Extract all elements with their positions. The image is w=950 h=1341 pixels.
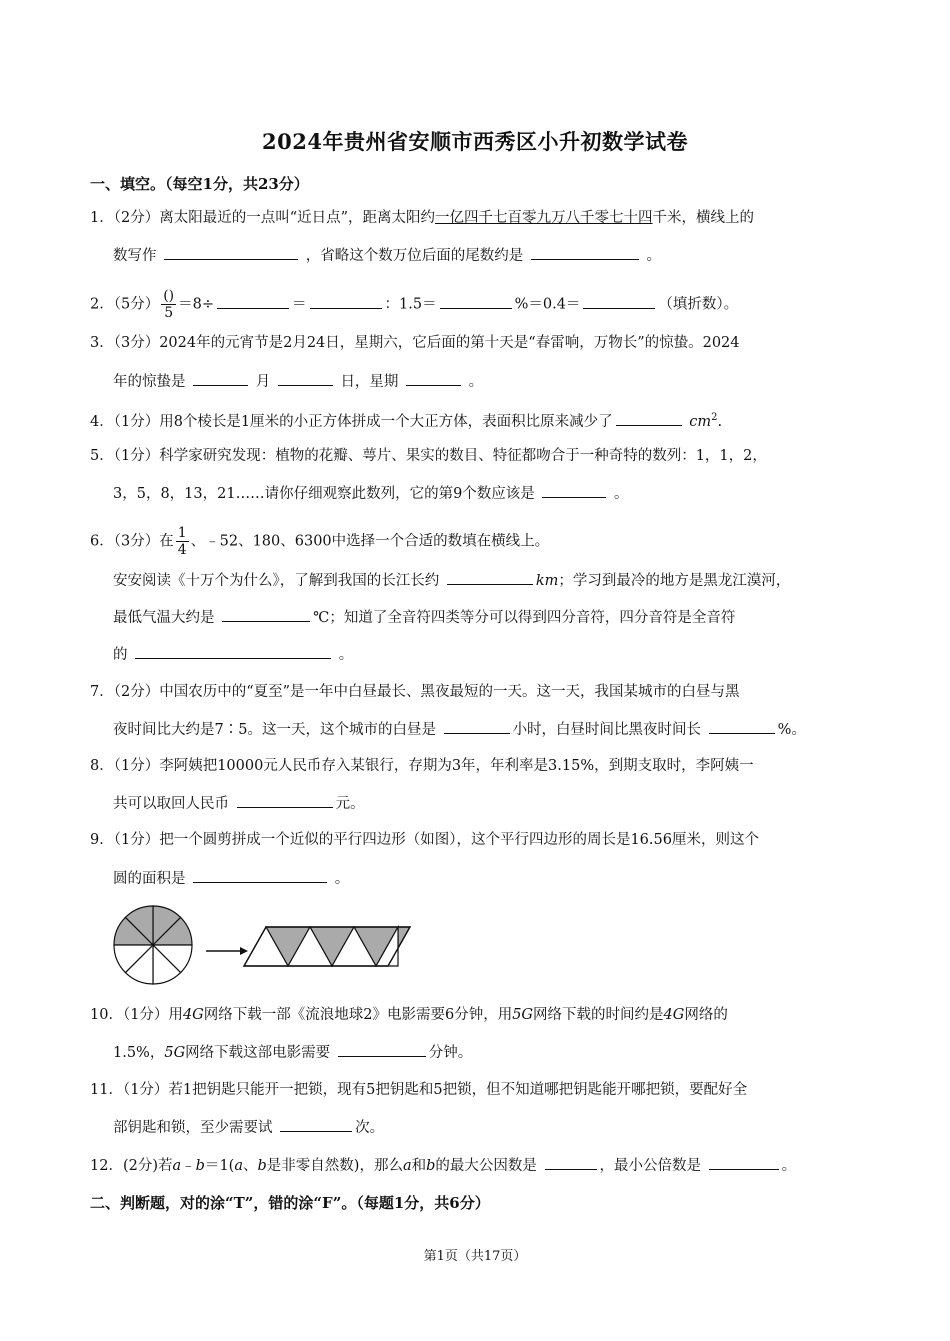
question-9-line-1: 9．（1分）把一个圆剪拼成一个近似的平行四边形（如图），这个平行四边形的周长是16.56厘米，则这个 [90,832,759,848]
question-12: 12．(2分)若a﹣b＝1(a、b是非零自然数)，那么a和b的最大公因数是 ，最小公倍数是 。 [90,1155,796,1176]
answer-blank[interactable] [709,1155,779,1170]
page-footer: 第1页（共17页） [423,1249,527,1264]
question-6-line-1: 6．（3分）在 $\frac{1}{4}$ 、﹣52、180、6300中选择一个合适的数填在横线上。 [90,525,550,558]
question-3-line-1: 3．（3分）2024年的元宵节是2月24日，星期六，它后面的第十天是“春雷响，万物长”的惊蛰。2024 [90,335,740,351]
answer-blank[interactable] [310,294,382,309]
answer-blank[interactable] [217,294,289,309]
answer-blank[interactable] [545,1155,597,1170]
question-8-line-1: 8．（1分）李阿姨把10000元人民币存入某银行，存期为3年，年利率是3.15%，到期支取时，李阿姨一 [90,758,754,774]
question-3-line-2: 年的惊蛰是 月 日，星期 。 [113,371,483,392]
question-8-line-2: 共可以取回人民币 元。 [113,793,365,814]
question-6-line-4: 的 。 [113,644,353,665]
answer-blank[interactable] [193,371,248,386]
answer-blank[interactable] [222,607,310,622]
answer-blank[interactable] [338,1042,426,1057]
question-7-line-1: 7．（2分）中国农历中的“夏至”是一年中白昼最长、黑夜最短的一天。这一天，我国某城市的白昼与黑 [90,684,740,700]
answer-blank[interactable] [447,570,533,585]
question-5-line-1: 5．（1分）科学家研究发现：植物的花瓣、萼片、果实的数目、特征都吻合于一种奇特的数列：1，1，2， [90,448,767,464]
answer-blank[interactable] [406,371,461,386]
answer-blank[interactable] [278,371,333,386]
answer-blank[interactable] [280,1117,352,1132]
circle-to-parallelogram-figure [108,903,418,987]
answer-blank[interactable] [444,719,510,734]
fraction: $\frac{1}{4}$ [177,525,187,558]
answer-blank[interactable] [616,411,682,426]
answer-blank[interactable] [164,245,298,260]
question-2: 2．（5分） $\frac{()}{5}$ ＝8÷ ＝ ：1.5＝ %＝0.4＝ （填折数）。 [90,288,739,321]
arrow-icon [206,947,248,955]
question-1-line-2: 数写作 ，省略这个数万位后面的尾数约是 。 [113,245,661,266]
question-10-line-1: 10．（1分）用4G网络下载一部《流浪地球2》电影需要6分钟，用5G网络下载的时间约是4G网络的 [90,1007,728,1023]
answer-blank[interactable] [709,719,775,734]
question-10-line-2: 1.5%，5G网络下载这部电影需要 分钟。 [113,1042,472,1063]
question-4: 4．（1分）用8个棱长是1厘米的小正方体拼成一个大正方体，表面积比原来减少了 $cm^2$. [90,412,723,430]
answer-blank[interactable] [440,294,512,309]
question-11-line-1: 11．（1分）若1把钥匙只能开一把锁，现有5把钥匙和5把锁，但不知道哪把钥匙能开哪把锁，要配好全 [90,1082,748,1098]
answer-blank[interactable] [237,793,333,808]
answer-blank[interactable] [542,483,606,498]
question-7-line-2: 夜时间比大约是7∶5。这一天，这个城市的白昼是 小时，白昼时间比黑夜时间长 %。 [113,719,806,740]
fraction: $\frac{()}{5}$ [163,288,175,321]
question-9-line-2: 圆的面积是 。 [113,868,349,889]
section-heading-true-false: 二、判断题，对的涂“T”，错的涂“F”。（每题1分，共6分） [90,1194,490,1212]
answer-blank[interactable] [135,644,331,659]
question-1-line-1: 1．（2分）离太阳最近的一点叫“近日点”，距离太阳约一亿四千七百零九万八千零七十四千米，横线上的 [90,210,755,226]
answer-blank[interactable] [531,245,639,260]
sectioned-circle [114,906,192,984]
question-6-line-3: 最低气温大约是 ℃；知道了全音符四类等分可以得到四分音符，四分音符是全音符 [113,607,735,628]
parallelogram [244,927,410,966]
question-5-line-2: 3，5，8，13，21……请你仔细观察此数列，它的第9个数应该是 。 [113,483,629,504]
question-11-line-2: 部钥匙和锁，至少需要试 次。 [113,1117,384,1138]
section-heading-fill-in: 一、填空。（每空1分，共23分） [90,175,309,193]
question-6-line-2: 安安阅读《十万个为什么》，了解到我国的长江长约 km；学习到最冷的地方是黑龙江漠河， [113,570,790,591]
answer-blank[interactable] [583,294,655,309]
page-title: 2024年贵州省安顺市西秀区小升初数学试卷 [262,129,688,154]
underlined-number-words: 一亿四千七百零九万八千零七十四 [435,210,653,226]
answer-blank[interactable] [193,868,327,883]
